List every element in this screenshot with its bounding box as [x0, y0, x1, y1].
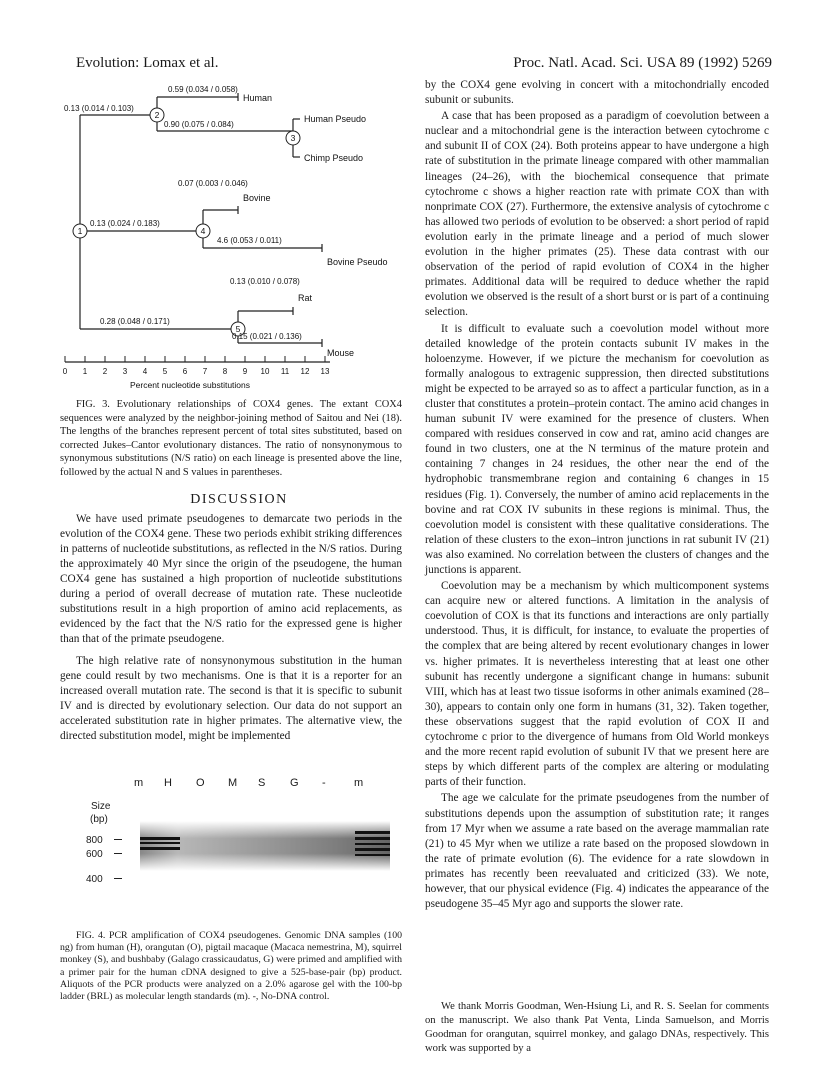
- gel-size-label: Size: [91, 801, 111, 812]
- axis-tick-label: 12: [300, 367, 310, 376]
- branch-label-node4: 0.13 (0.024 / 0.183): [90, 219, 160, 228]
- gel-lane-label: m: [134, 777, 144, 789]
- figure-4-caption: FIG. 4. PCR amplification of COX4 pseudogenes. Genomic DNA samples (100 ng) from human (H), orangutan (O), pigtail macaque (Macaca nemestrina, M), squirrel monkey (S), and bushbaby (Galago crassicaudatus, G) were primed and amplified with a primer pair for the human cDNA designed to give a 525-base-pair (bp) product. Aliquots of the PCR products were analyzed on a 2.0% agarose gel with the 100-bp ladder (BRL) as molecular length standards (m). -, No-DNA control.: [60, 930, 402, 1003]
- gel-lane-label: H: [164, 777, 172, 789]
- running-header-left: Evolution: Lomax et al.: [76, 55, 219, 71]
- figure-4-gel: [82, 777, 402, 917]
- tree-axis-label: Percent nucleotide substitutions: [129, 380, 251, 390]
- running-header-right: Proc. Natl. Acad. Sci. USA 89 (1992) 5269: [513, 55, 772, 71]
- paragraph: We have used primate pseudogenes to demarcate two periods in the evolution of the COX4 gene. These two periods exhibit striking differences in patterns of nucleotide substitutions, as reflected in the N/S ratios. During the approximately 40 Myr since the origin of the pseudogene, the human COX4 gene has sustained a high proportion of nucleotide substitutions during a period of overall decrease of mutation rate. These nucleotide substitutions result in a high proportion of amino acid replacements, as evidenced by the fact that the N/S ratio for the expressed gene is higher than that of the primate pseudogene.: [60, 512, 402, 646]
- figure-3-tree: [60, 75, 390, 395]
- branch-label-bovine-pseudo: 4.6 (0.053 / 0.011): [217, 236, 282, 245]
- axis-tick-label: 4: [142, 367, 148, 376]
- taxon-human-pseudo: Human Pseudo: [304, 114, 367, 124]
- axis-tick-label: 7: [202, 367, 208, 376]
- paragraph: Coevolution may be a mechanism by which multicomponent systems can acquire new or altered functions. A limitation in the analysis of coevolution of COX is that its functions and interactions are only partially understood. Thus, it is difficult, for instance, to evaluate the properties of the complex that are being altered by recent evolutionary changes in lower vs. higher primates. It is nevertheless interesting that at least one other subunit has recently undergone a significant change in humans: subunit VIII, which has at least two tissue isoforms in other animals examined (28–30), appears to contain only one form in humans (31, 32). Taken together, these observations suggest that the rapid evolution of COX II and cytochrome c prior to the divergence of humans from Old World monkeys and the more recent rapid evolution of subunit IV that we present here are steps by which different parts of the complex are altering or modulating parts of their function.: [425, 580, 769, 789]
- gel-unit-label: (bp): [90, 814, 108, 825]
- discussion-heading: DISCUSSION: [190, 491, 288, 507]
- branch-label-rat: 0.13 (0.010 / 0.078): [230, 277, 300, 286]
- taxon-bovine: Bovine: [243, 193, 271, 203]
- axis-tick-label: 11: [280, 367, 290, 376]
- axis-tick-label: 2: [102, 367, 108, 376]
- gel-lane-label: M: [228, 777, 238, 789]
- gel-lane-label: -: [322, 777, 326, 789]
- acknowledgment: We thank Morris Goodman, Wen-Hsiung Li, and R. S. Seelan for comments on the manuscript. We also thank Pat Venta, Linda Samuelson, and Morris Goodman for orangutan, squirrel monkey, and galago DNAs, respectively. This work was supported by a: [425, 1001, 769, 1054]
- axis-tick-label: 10: [260, 367, 270, 376]
- branch-label-node5: 0.28 (0.048 / 0.171): [100, 317, 170, 326]
- branch-label-human: 0.59 (0.034 / 0.058): [168, 85, 238, 94]
- paragraph: The age we calculate for the primate pseudogenes from the number of substitutions depends upon the assumption of substitution rate; it ranges from 17 Myr when we assume a rate based on the average mammalian rate (21) to 45 Myr when we utilize a rate based on the proposed slowdown in the rate of primate evolution (6). The evidence for a rate slowdown in primates has recently been reevaluated and criticized (33). We note, however, that our physical evidence (Fig. 4) indicates the appearance of the pseudogene 35–45 Myr ago and supports the slower rate.: [425, 792, 769, 911]
- axis-tick-label: 5: [162, 367, 168, 376]
- gel-marker-400: 400: [86, 874, 103, 885]
- branch-label-node2: 0.13 (0.014 / 0.103): [64, 104, 134, 113]
- tree-node-label: 2: [154, 110, 160, 120]
- taxon-rat: Rat: [298, 293, 313, 303]
- axis-tick-label: 8: [222, 367, 228, 376]
- tree-node-label: 4: [200, 226, 206, 236]
- tree-node-label: 1: [77, 226, 83, 236]
- gel-lane-label: O: [196, 777, 205, 789]
- axis-tick-label: 6: [182, 367, 188, 376]
- gel-lane-label: m: [354, 777, 364, 789]
- axis-tick-label: 9: [242, 367, 248, 376]
- paragraph: It is difficult to evaluate such a coevolution model without more detailed knowledge of the protein contacts subunit IV makes in the holoenzyme. However, if we picture the mechanism for coevolution as formally analogous to extragenic suppression, then directed substitutions might be expected to be arrayed so as to affect a particular function, as in a cluster that constitutes a protein–protein contact. The amino acid changes in human subunit IV were examined for the presence of clusters. When compared with residues conserved in cow and rat, amino acid changes are found in two clusters, one at the N terminus of the mature protein and containing 7 changes in 24 residues, the other near the end of the hydrophobic transmembrane region and containing 6 changes in 15 residues (Fig. 1). Conversely, the number of amino acid replacements in the bovine and rat COX IV subunits in these regions is minimal. Thus, the coevolution model is consistent with these qualitative considerations. The relation of these clusters to the exon–intron junctions in rat subunit IV (21) was also examined. No correlation between the clusters of changes and the junctions is apparent.: [425, 322, 769, 576]
- axis-tick-label: 3: [122, 367, 128, 376]
- figure-3-caption: FIG. 3. Evolutionary relationships of COX4 genes. The extant COX4 sequences were analyzed by the neighbor-joining method of Saitou and Nei (18). The lengths of the branches represent percent of total sites substituted, based on corrected Jukes–Cantor evolutionary distances. The ratio of nonsynonymous to synonymous substitutions (N/S ratio) on each lineage is presented above the line, followed by the actual N and S values in parentheses.: [60, 399, 402, 478]
- tree-node-label: 5: [235, 324, 241, 334]
- branch-label-pseudo: 0.90 (0.075 / 0.084): [164, 120, 234, 129]
- paragraph: A case that has been proposed as a paradigm of coevolution between a nuclear and a mitochondrial gene is the interaction between cytochrome c and subunit II of COX (24). Both proteins appear to have undergone a high rate of substitution in the primate lineage compared with other mammalian lineages (24–26), with the biochemical consequence that primate cytochrome c shows a higher reaction rate with primate COX than with nonprimate COX (27). Furthermore, the extensive analysis of cytochrome c has allowed two periods of evolution to be observed: a short period of rapid evolution early in the primate lineage and a period of much slower evolution in the higher primates (25). These data contrast with our observation of the period of rapid evolution of COX4 in the higher primates. Additional data will be required to deduce whether the rapid evolution we observed is the result of a short burst or is part of a continuing selection.: [425, 110, 769, 319]
- axis-tick-label: 1: [82, 367, 88, 376]
- branch-label-mouse: 0.15 (0.021 / 0.136): [232, 332, 302, 341]
- taxon-bovine-pseudo: Bovine Pseudo: [327, 257, 388, 267]
- taxon-mouse: Mouse: [327, 348, 355, 358]
- gel-image: [130, 801, 400, 901]
- gel-lane-label: S: [258, 777, 266, 789]
- tree-node-label: 3: [290, 133, 296, 143]
- paragraph: by the COX4 gene evolving in concert with a mitochondrially encoded subunit or subunits.: [425, 79, 769, 107]
- axis-tick-label: 0: [62, 367, 68, 376]
- gel-lane-label: G: [290, 777, 299, 789]
- gel-marker-600: 600: [86, 849, 103, 860]
- branch-label-bovine: 0.07 (0.003 / 0.046): [178, 179, 248, 188]
- taxon-human: Human: [243, 93, 273, 103]
- gel-marker-800: 800: [86, 835, 103, 846]
- axis-tick-label: 13: [320, 367, 330, 376]
- paragraph: The high relative rate of nonsynonymous substitution in the human gene could result by two mechanisms. One is that it is a reporter for an increased overall mutation rate. The second is that it is specific to subunit IV and is directed by evolutionary selection. Our data do not support an accelerated substitution rate in higher primates. The alternative view, the directed substitution model, might be implemented: [60, 654, 402, 742]
- taxon-chimp-pseudo: Chimp Pseudo: [304, 153, 364, 163]
